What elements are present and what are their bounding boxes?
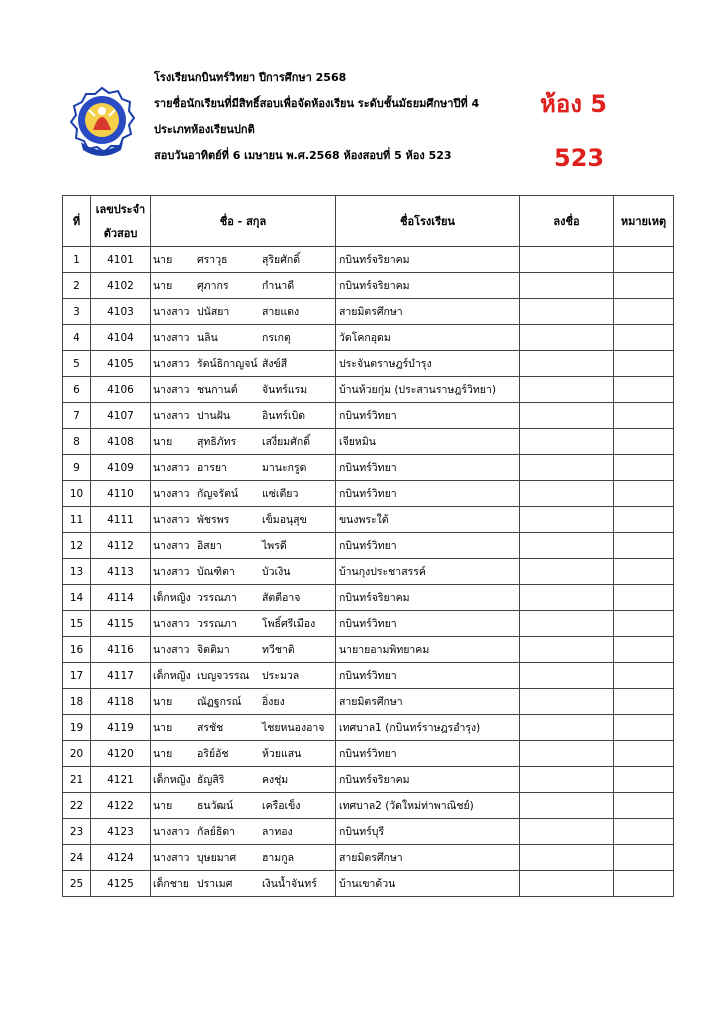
school-name: เทศบาล1 (กบินทร์ราษฎรอำรุง) xyxy=(336,715,520,741)
remark-cell xyxy=(614,351,674,377)
student-name xyxy=(151,611,336,637)
school-name: เจียหมิน xyxy=(336,429,520,455)
signature-cell xyxy=(520,845,614,871)
exam-id: 4116 xyxy=(91,637,151,663)
school-name: กบินทร์วิทยา xyxy=(336,481,520,507)
name-prefix: นางสาว xyxy=(153,852,190,864)
name-prefix: นางสาว xyxy=(153,540,190,552)
table-row xyxy=(63,663,674,689)
name-prefix: นาย xyxy=(153,280,173,292)
name-prefix: นาย xyxy=(153,748,173,760)
remark-cell xyxy=(614,611,674,637)
school-name: กบินทร์วิทยา xyxy=(336,403,520,429)
first-name: กัลย์ธิดา xyxy=(197,826,236,838)
row-number: 20 xyxy=(63,741,91,767)
row-number: 2 xyxy=(63,273,91,299)
table-row xyxy=(63,559,674,585)
table-row xyxy=(63,715,674,741)
row-number: 22 xyxy=(63,793,91,819)
name-prefix: นาย xyxy=(153,722,173,734)
table-row xyxy=(63,533,674,559)
last-name: ลาทอง xyxy=(262,826,293,838)
room-type-line: ประเภทห้องเรียนปกติ xyxy=(154,123,255,136)
row-number: 23 xyxy=(63,819,91,845)
row-number: 18 xyxy=(63,689,91,715)
signature-cell xyxy=(520,481,614,507)
last-name: มานะกรูด xyxy=(262,462,307,474)
table-header-row xyxy=(63,196,674,247)
remark-cell xyxy=(614,715,674,741)
student-name xyxy=(151,767,336,793)
remark-cell xyxy=(614,767,674,793)
remark-cell xyxy=(614,403,674,429)
student-name xyxy=(151,533,336,559)
table-row xyxy=(63,611,674,637)
remark-cell xyxy=(614,585,674,611)
first-name: อริย์อัช xyxy=(197,748,229,760)
col-header-exam-id-line2: ตัวสอบ xyxy=(103,227,138,240)
name-prefix: นางสาว xyxy=(153,462,190,474)
last-name: อิ่งยง xyxy=(262,696,285,708)
student-name xyxy=(151,741,336,767)
col-header-school: ชื่อโรงเรียน xyxy=(336,196,520,247)
name-prefix: นางสาว xyxy=(153,514,190,526)
student-name xyxy=(151,507,336,533)
remark-cell xyxy=(614,455,674,481)
last-name: สุริยศักดิ์ xyxy=(262,254,301,266)
signature-cell xyxy=(520,429,614,455)
col-header-no: ที่ xyxy=(63,196,91,247)
signature-cell xyxy=(520,247,614,273)
row-number: 16 xyxy=(63,637,91,663)
exam-id: 4123 xyxy=(91,819,151,845)
first-name: ธัญสิริ xyxy=(197,774,225,786)
table-row xyxy=(63,767,674,793)
exam-id: 4107 xyxy=(91,403,151,429)
room-label: ห้อง 5 xyxy=(540,90,608,118)
school-name: สายมิตรศึกษา xyxy=(336,845,520,871)
table-row xyxy=(63,689,674,715)
table-row xyxy=(63,871,674,897)
first-name: ปราเมศ xyxy=(197,878,233,890)
name-prefix: เด็กหญิง xyxy=(153,774,191,786)
remark-cell xyxy=(614,273,674,299)
signature-cell xyxy=(520,559,614,585)
table-row xyxy=(63,819,674,845)
signature-cell xyxy=(520,351,614,377)
first-name: ศุภากร xyxy=(197,280,229,292)
last-name: สัตตีอาจ xyxy=(262,592,301,604)
signature-cell xyxy=(520,533,614,559)
first-name: บัณฑิตา xyxy=(197,566,235,578)
signature-cell xyxy=(520,871,614,897)
remark-cell xyxy=(614,819,674,845)
remark-cell xyxy=(614,325,674,351)
exam-date-line: สอบวันอาทิตย์ที่ 6 เมษายน พ.ศ.2568 ห้องสอบที่ 5 ห้อง 523 xyxy=(154,149,452,162)
last-name: อินทร์เบิด xyxy=(262,410,306,422)
remark-cell xyxy=(614,481,674,507)
last-name: เงินน้ำจันทร์ xyxy=(262,878,317,890)
first-name: วรรณภา xyxy=(197,618,237,630)
exam-id: 4125 xyxy=(91,871,151,897)
signature-cell xyxy=(520,325,614,351)
last-name: ประมวล xyxy=(262,670,300,682)
student-name xyxy=(151,689,336,715)
school-name: เทศบาล2 (วัดใหม่ท่าพาณิชย์) xyxy=(336,793,520,819)
school-name: กบินทร์จริยาคม xyxy=(336,247,520,273)
table-row xyxy=(63,455,674,481)
exam-id: 4118 xyxy=(91,689,151,715)
first-name: กัญจรัตน์ xyxy=(197,488,239,500)
exam-id: 4111 xyxy=(91,507,151,533)
room-number: 523 xyxy=(554,144,605,172)
name-prefix: นางสาว xyxy=(153,618,190,630)
school-year-line: โรงเรียนกบินทร์วิทยา ปีการศึกษา 2568 xyxy=(154,71,347,84)
first-name: ปานฝัน xyxy=(197,410,231,422)
row-number: 15 xyxy=(63,611,91,637)
col-header-remark: หมายเหตุ xyxy=(614,196,674,247)
exam-id: 4101 xyxy=(91,247,151,273)
school-name: นายายอามพิทยาคม xyxy=(336,637,520,663)
exam-id: 4115 xyxy=(91,611,151,637)
school-name: สายมิตรศึกษา xyxy=(336,299,520,325)
table-row xyxy=(63,325,674,351)
first-name: เบญจวรรณ xyxy=(197,670,250,682)
first-name: สุทธิภัทร xyxy=(197,436,237,448)
row-number: 9 xyxy=(63,455,91,481)
row-number: 19 xyxy=(63,715,91,741)
signature-cell xyxy=(520,793,614,819)
school-name: กบินทร์จริยาคม xyxy=(336,585,520,611)
exam-id: 4114 xyxy=(91,585,151,611)
remark-cell xyxy=(614,559,674,585)
student-name xyxy=(151,377,336,403)
row-number: 17 xyxy=(63,663,91,689)
remark-cell xyxy=(614,507,674,533)
remark-cell xyxy=(614,299,674,325)
name-prefix: เด็กหญิง xyxy=(153,592,191,604)
signature-cell xyxy=(520,637,614,663)
student-name xyxy=(151,481,336,507)
school-logo xyxy=(69,86,135,158)
name-prefix: นางสาว xyxy=(153,488,190,500)
last-name: เครือเข็ง xyxy=(262,800,301,812)
signature-cell xyxy=(520,403,614,429)
last-name: ฮามกูล xyxy=(262,852,295,864)
student-name xyxy=(151,663,336,689)
row-number: 14 xyxy=(63,585,91,611)
table-row xyxy=(63,377,674,403)
student-name xyxy=(151,559,336,585)
name-prefix: นางสาว xyxy=(153,566,190,578)
name-prefix: นาย xyxy=(153,800,173,812)
signature-cell xyxy=(520,767,614,793)
school-name: กบินทร์จริยาคม xyxy=(336,767,520,793)
signature-cell xyxy=(520,377,614,403)
exam-id: 4102 xyxy=(91,273,151,299)
row-number: 24 xyxy=(63,845,91,871)
document-title: รายชื่อนักเรียนที่มีสิทธิ์สอบเพื่อจัดห้องเรียน ระดับชั้นมัธยมศึกษาปีที่ 4 xyxy=(154,97,480,110)
signature-cell xyxy=(520,689,614,715)
student-name xyxy=(151,585,336,611)
row-number: 12 xyxy=(63,533,91,559)
name-prefix: นางสาว xyxy=(153,826,190,838)
row-number: 13 xyxy=(63,559,91,585)
school-name: กบินทร์วิทยา xyxy=(336,455,520,481)
signature-cell xyxy=(520,299,614,325)
row-number: 11 xyxy=(63,507,91,533)
name-prefix: นาย xyxy=(153,436,173,448)
first-name: อารยา xyxy=(197,462,227,474)
student-name xyxy=(151,247,336,273)
school-name: บ้านห้วยกุ่ม (ประสานราษฎร์วิทยา) xyxy=(336,377,520,403)
exam-id: 4119 xyxy=(91,715,151,741)
name-prefix: นางสาว xyxy=(153,384,190,396)
first-name: พัชรพร xyxy=(197,514,230,526)
student-name xyxy=(151,325,336,351)
school-name: ประจันตราษฎร์บำรุง xyxy=(336,351,520,377)
remark-cell xyxy=(614,845,674,871)
name-prefix: นาย xyxy=(153,254,173,266)
row-number: 8 xyxy=(63,429,91,455)
exam-id: 4124 xyxy=(91,845,151,871)
signature-cell xyxy=(520,507,614,533)
student-name xyxy=(151,351,336,377)
signature-cell xyxy=(520,611,614,637)
table-row xyxy=(63,403,674,429)
first-name: อิสยา xyxy=(197,540,222,552)
signature-cell xyxy=(520,455,614,481)
last-name: กำนาดี xyxy=(262,280,295,292)
last-name: แซ่เตียว xyxy=(262,488,299,500)
student-name xyxy=(151,819,336,845)
school-name: กบินทร์วิทยา xyxy=(336,533,520,559)
student-name xyxy=(151,793,336,819)
table-row xyxy=(63,585,674,611)
school-name: วัดโคกอุดม xyxy=(336,325,520,351)
table-row xyxy=(63,637,674,663)
student-name xyxy=(151,637,336,663)
exam-id: 4113 xyxy=(91,559,151,585)
school-name: กบินทร์จริยาคม xyxy=(336,273,520,299)
remark-cell xyxy=(614,377,674,403)
last-name: คงชุ่ม xyxy=(262,774,289,786)
name-prefix: นางสาว xyxy=(153,306,190,318)
school-name: กบินทร์บุรี xyxy=(336,819,520,845)
last-name: สังข์สี xyxy=(262,358,288,370)
col-header-exam-id-line1: เลขประจำ xyxy=(95,203,146,216)
remark-cell xyxy=(614,871,674,897)
school-name: บ้านเขาด้วน xyxy=(336,871,520,897)
first-name: วรรณภา xyxy=(197,592,237,604)
last-name: สายแดง xyxy=(262,306,300,318)
col-header-signature: ลงชื่อ xyxy=(520,196,614,247)
name-prefix: นางสาว xyxy=(153,410,190,422)
name-prefix: นางสาว xyxy=(153,332,190,344)
school-name: กบินทร์วิทยา xyxy=(336,663,520,689)
last-name: เข็มอนุสุข xyxy=(262,514,307,526)
school-name: ขนงพระใต้ xyxy=(336,507,520,533)
remark-cell xyxy=(614,663,674,689)
signature-cell xyxy=(520,741,614,767)
signature-cell xyxy=(520,273,614,299)
last-name: ทวีชาติ xyxy=(262,644,295,656)
last-name: โพธิ์ศรีเมือง xyxy=(262,618,316,630)
row-number: 1 xyxy=(63,247,91,273)
student-name xyxy=(151,845,336,871)
remark-cell xyxy=(614,637,674,663)
first-name: สรชัช xyxy=(197,722,224,734)
table-row xyxy=(63,793,674,819)
name-prefix: นางสาว xyxy=(153,644,190,656)
student-name xyxy=(151,429,336,455)
student-name xyxy=(151,455,336,481)
exam-id: 4104 xyxy=(91,325,151,351)
last-name: ห้วยแสน xyxy=(262,748,302,760)
row-number: 10 xyxy=(63,481,91,507)
table-row xyxy=(63,481,674,507)
school-name: กบินทร์วิทยา xyxy=(336,611,520,637)
table-row xyxy=(63,351,674,377)
student-name xyxy=(151,403,336,429)
signature-cell xyxy=(520,663,614,689)
signature-cell xyxy=(520,715,614,741)
table-row xyxy=(63,429,674,455)
exam-id: 4110 xyxy=(91,481,151,507)
signature-cell xyxy=(520,585,614,611)
remark-cell xyxy=(614,533,674,559)
first-name: ปนัสยา xyxy=(197,306,230,318)
school-name: สายมิตรศึกษา xyxy=(336,689,520,715)
remark-cell xyxy=(614,741,674,767)
document-header xyxy=(154,68,534,172)
first-name: ชนกานต์ xyxy=(197,384,238,396)
exam-id: 4112 xyxy=(91,533,151,559)
first-name: จิตติมา xyxy=(197,644,230,656)
exam-id: 4120 xyxy=(91,741,151,767)
table-row xyxy=(63,507,674,533)
name-prefix: นาย xyxy=(153,696,173,708)
last-name: ไพรดี xyxy=(262,540,287,552)
remark-cell xyxy=(614,429,674,455)
first-name: ธนวัฒน์ xyxy=(197,800,234,812)
name-prefix: เด็กชาย xyxy=(153,878,189,890)
table-row xyxy=(63,741,674,767)
remark-cell xyxy=(614,247,674,273)
row-number: 6 xyxy=(63,377,91,403)
last-name: จันทร์แรม xyxy=(262,384,308,396)
table-row xyxy=(63,247,674,273)
col-header-exam-id xyxy=(91,196,151,247)
first-name: ณัฏฐกรณ์ xyxy=(197,696,242,708)
last-name: ไชยหนองอาจ xyxy=(262,722,325,734)
school-name: บ้านกุงประชาสรรค์ xyxy=(336,559,520,585)
first-name: นลิน xyxy=(197,332,218,344)
row-number: 5 xyxy=(63,351,91,377)
last-name: เสงี่ยมศักดิ์ xyxy=(262,436,311,448)
student-name xyxy=(151,299,336,325)
student-name xyxy=(151,273,336,299)
row-number: 3 xyxy=(63,299,91,325)
row-number: 7 xyxy=(63,403,91,429)
row-number: 4 xyxy=(63,325,91,351)
table-row xyxy=(63,273,674,299)
exam-id: 4106 xyxy=(91,377,151,403)
exam-id: 4121 xyxy=(91,767,151,793)
exam-id: 4108 xyxy=(91,429,151,455)
remark-cell xyxy=(614,793,674,819)
first-name: ศราวุธ xyxy=(197,254,228,266)
exam-id: 4109 xyxy=(91,455,151,481)
row-number: 21 xyxy=(63,767,91,793)
exam-id: 4105 xyxy=(91,351,151,377)
last-name: บัวเงิน xyxy=(262,566,291,578)
row-number: 25 xyxy=(63,871,91,897)
remark-cell xyxy=(614,689,674,715)
student-table xyxy=(62,195,674,897)
name-prefix: นางสาว xyxy=(153,358,190,370)
student-name xyxy=(151,871,336,897)
table-row xyxy=(63,845,674,871)
last-name: กรเกตุ xyxy=(262,332,291,344)
col-header-name: ชื่อ - สกุล xyxy=(151,196,336,247)
first-name: รัตน์ธิกาญจน์ xyxy=(197,358,258,370)
signature-cell xyxy=(520,819,614,845)
name-prefix: เด็กหญิง xyxy=(153,670,191,682)
student-name xyxy=(151,715,336,741)
exam-id: 4122 xyxy=(91,793,151,819)
exam-id: 4103 xyxy=(91,299,151,325)
table-row xyxy=(63,299,674,325)
exam-id: 4117 xyxy=(91,663,151,689)
first-name: บุษยมาศ xyxy=(197,852,237,864)
school-name: กบินทร์วิทยา xyxy=(336,741,520,767)
